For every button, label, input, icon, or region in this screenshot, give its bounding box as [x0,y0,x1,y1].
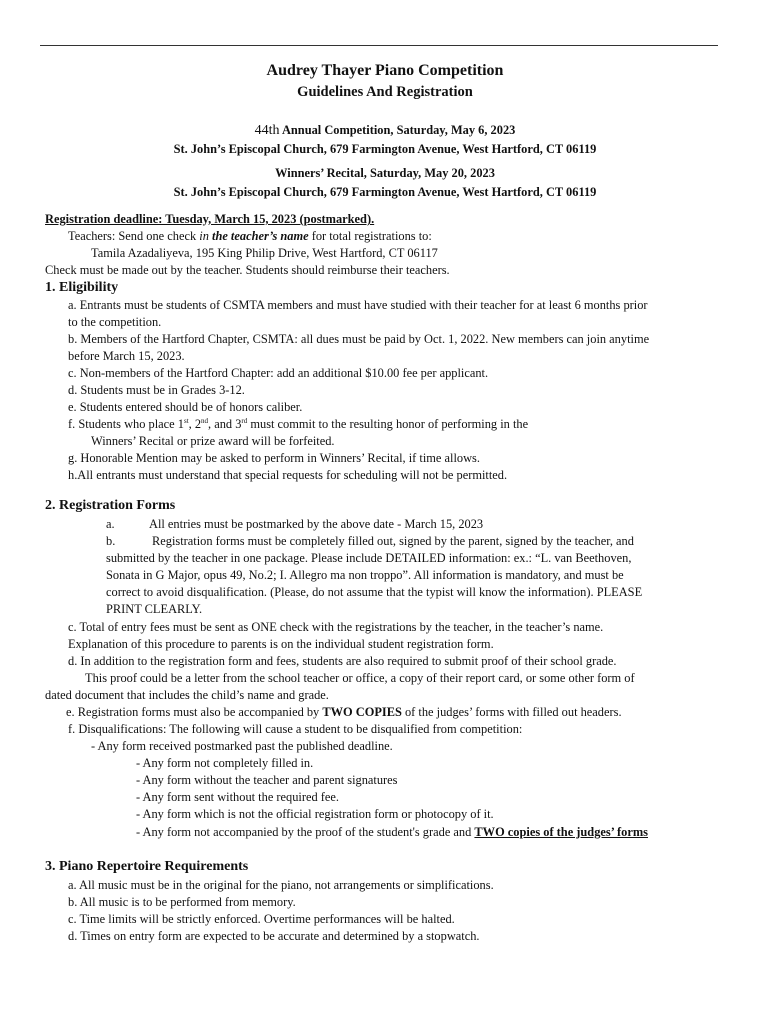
disqualification-item: - Any form received postmarked past the published deadline. [91,739,393,753]
competition-date: Annual Competition, Saturday, May 6, 2023 [279,123,516,137]
forms-e-text: e. Registration forms must also be accompanied by [66,705,323,719]
eligibility-item-h: h.All entrants must understand that special requests for scheduling will not be permitted. [68,468,508,482]
top-rule [40,45,718,46]
ordinal-suffix: st [183,416,189,425]
eligibility-item-a-cont: to the competition. [68,315,162,329]
eligibility-item-f [68,416,528,433]
eligibility-heading: 1. Eligibility [45,280,119,295]
registration-deadline: Registration deadline: Tuesday, March 15, 2023 (postmarked). [45,212,375,226]
forms-item-b-cont: PRINT CLEARLY. [106,602,203,616]
forms-item-b-cont: Sonata in G Major, opus 49, No.2; I. Allegro ma non troppo”. All information is mandatory, and must be [106,568,624,582]
repertoire-heading: 3. Piano Repertoire Requirements [45,859,249,874]
teachers-instruction-post: for total registrations to: [308,229,432,243]
eligibility-item-a: a. Entrants must be students of CSMTA members and must have studied with their teacher for at least 6 months prior [68,298,648,312]
registration-forms-heading: 2. Registration Forms [45,498,176,513]
repertoire-item-b: b. All music is to be performed from memory. [68,895,296,909]
mailing-address: Tamila Azadaliyeva, 195 King Philip Drive, West Hartford, CT 06117 [91,246,438,260]
disqualification-item: - Any form which is not the official registration form or photocopy of it. [136,807,494,821]
competition-ordinal: 44th [254,123,280,138]
ordinal-suffix: rd [241,416,248,425]
forms-item-d: d. In addition to the registration form and fees, students are also required to submit proof of their school grade. [68,654,617,668]
forms-e-text: of the judges’ forms with filled out headers. [401,705,622,719]
forms-item-a: All entries must be postmarked by the above date - March 15, 2023 [149,517,484,531]
two-copies-emphasis: TWO COPIES [322,705,402,719]
eligibility-f-text: , and 3 [208,417,242,431]
disqualification-item: - Any form without the teacher and parent signatures [136,773,398,787]
forms-item-c-cont: Explanation of this procedure to parents is on the individual student registration form. [68,637,494,651]
eligibility-item-c: c. Non-members of the Hartford Chapter: add an additional $10.00 fee per applicant. [68,366,489,380]
teachers-instruction [68,228,432,245]
forms-item-d-cont: This proof could be a letter from the school teacher or office, a copy of their report card, or some other form of [85,671,635,685]
competition-venue: St. John’s Episcopal Church, 679 Farmington Avenue, West Hartford, CT 06119 [173,142,597,156]
eligibility-item-e: e. Students entered should be of honors caliber. [68,400,303,414]
forms-item-b: Registration forms must be completely filled out, signed by the parent, signed by the teacher, and [152,534,634,548]
eligibility-f-text: , 2 [188,417,202,431]
disqualification-item [136,824,648,841]
disqualification-text: - Any form not accompanied by the proof of the student's grade and [136,825,475,839]
eligibility-item-g: g. Honorable Mention may be asked to perform in Winners’ Recital, if time allows. [68,451,480,465]
teachers-instruction-pre: Teachers: Send one check [68,229,200,243]
disqualification-item: - Any form sent without the required fee. [136,790,340,804]
teachers-instruction-em: in [199,229,212,243]
eligibility-item-d: d. Students must be in Grades 3-12. [68,383,245,397]
repertoire-item-a: a. All music must be in the original for the piano, not arrangements or simplifications. [68,878,494,892]
eligibility-f-text: f. Students who place 1 [68,417,184,431]
competition-line [0,122,770,139]
recital-line: Winners’ Recital, Saturday, May 20, 2023 [275,166,495,180]
forms-item-f: f. Disqualifications: The following will cause a student to be disqualified from competition: [68,722,523,736]
eligibility-item-f-cont: Winners’ Recital or prize award will be forfeited. [91,434,335,448]
repertoire-item-d: d. Times on entry form are expected to be accurate and determined by a stopwatch. [68,929,480,943]
forms-item-c: c. Total of entry fees must be sent as ONE check with the registrations by the teacher, in the teacher’s name. [68,620,604,634]
recital-venue: St. John’s Episcopal Church, 679 Farmington Avenue, West Hartford, CT 06119 [173,185,597,199]
eligibility-item-b: b. Members of the Hartford Chapter, CSMTA: all dues must be paid by Oct. 1, 2022. New members can join anytime [68,332,650,346]
document-subtitle: Guidelines And Registration [297,84,473,100]
forms-item-e [66,704,622,721]
forms-item-b-cont: correct to avoid disqualification. (Please, do not assume that the typist will know the information). PLEASE [106,585,643,599]
ordinal-suffix: nd [201,416,209,425]
teachers-name-emphasis: the teacher’s name [212,229,309,243]
check-note: Check must be made out by the teacher. Students should reimburse their teachers. [45,263,450,277]
forms-item-b-label: b. [106,534,116,548]
eligibility-f-text: must commit to the resulting honor of performing in the [247,417,529,431]
forms-item-d-cont: dated document that includes the child’s name and grade. [45,688,329,702]
forms-item-b-cont: submitted by the teacher in one package. Please include DETAILED information: ex.: “L. van Beethoven, [106,551,632,565]
forms-item-a-label: a. [106,517,115,531]
judges-forms-emphasis: TWO copies of the judges’ forms [474,825,648,839]
document-title: Audrey Thayer Piano Competition [266,62,504,79]
disqualification-item: - Any form not completely filled in. [136,756,314,770]
repertoire-item-c: c. Time limits will be strictly enforced. Overtime performances will be halted. [68,912,455,926]
eligibility-item-b-cont: before March 15, 2023. [68,349,185,363]
